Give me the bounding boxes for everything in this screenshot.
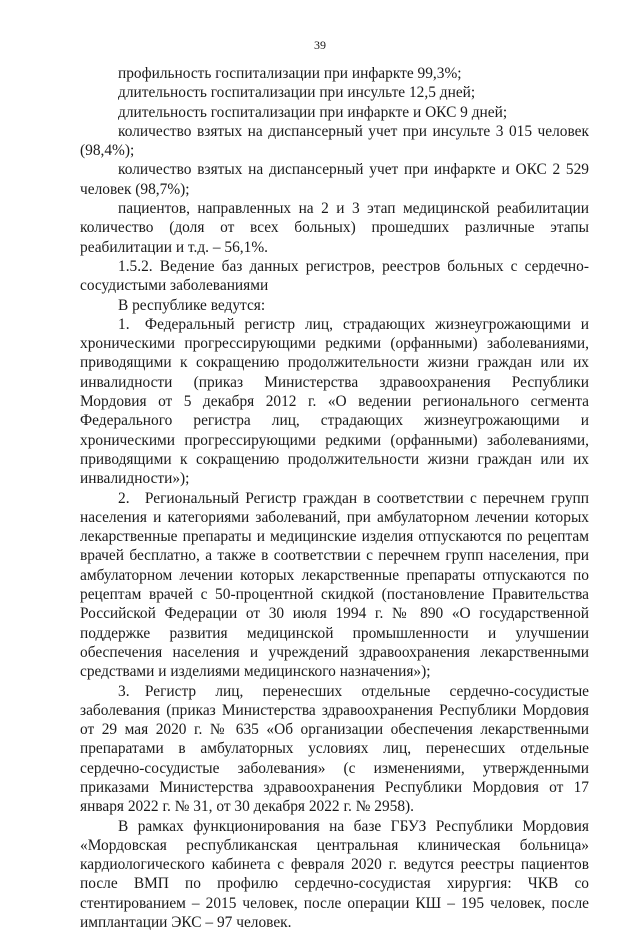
list-item-regional-registry: 2. Региональный Регистр граждан в соответствии с перечнем групп населения и категориями заболеваний, при амбулаторном лечении которых лекарственные препараты и медицинские изделия отпускаются по рецептам врачей бесплатно, а также в соответствии с перечнем групп населения, при амбулаторном лечении которых лекарственные препараты отпускаются по рецептам врачей с 50-процентной скидкой (постановление Правительства Российской Федерации от 30 июля 1994 г. № 890 «О государственной поддержке развития медицинской промышленности и улучшении обеспечения населения и учреждений здравоохранения лекарственными средствами и изделиями медицинского назначения»); (80, 489, 589, 681)
paragraph-stroke-dispensary: количество взятых на диспансерный учет при инсульте 3 015 человек (98,4%); (80, 122, 589, 160)
paragraph-hospitalization-profile: профильность госпитализации при инфаркте 99,3%; (118, 65, 462, 82)
document-body (80, 64, 589, 932)
section-heading-registries: 1.5.2. Ведение баз данных регистров, реестров больных с сердечно-сосудистыми заболеваниями (80, 257, 589, 295)
list-item-federal-registry: 1. Федеральный регистр лиц, страдающих жизнеугрожающими и хроническими прогрессирующими редкими (орфанными) заболеваниями, приводящими к сокращению продолжительности жизни граждан или их инвалидности (приказ Министерства здравоохранения Республики Мордовия от 5 декабря 2012 г. «О ведении регионального сегмента Федерального регистра лиц, страдающих жизнеугрожающими и хроническими прогрессирующими редкими (орфанными) заболеваниями, приводящими к сокращению продолжительности жизни граждан или их инвалидности»); (80, 315, 589, 488)
paragraph-republic-intro: В республике ведутся: (118, 296, 266, 314)
paragraph-rehabilitation: пациентов, направленных на 2 и 3 этап медицинской реабилитации количество (доля от всех больных) прошедших различные этапы реабилитации и т.д. – 56,1%. (80, 200, 589, 256)
paragraph-infarction-dispensary: количество взятых на диспансерный учет при инфаркте и ОКС 2 529 человек (98,7%); (80, 161, 589, 198)
list-item-cvd-registry: 3. Регистр лиц, перенесших отдельные сердечно-сосудистые заболевания (приказ Министерства здравоохранения Республики Мордовия от 29 мая 2020 г. № 635 «Об организации обеспечения лекарственными препаратами в амбулаторных условиях лиц, перенесших отдельные сердечно-сосудистые заболевания» (с изменениями, утвержденными приказами Министерства здравоохранения Республики Мордовия от 17 января 2022 г. № 31, от 30 декабря 2022 г. № 2958). (80, 682, 589, 816)
paragraph-stroke-duration: длительность госпитализации при инсульте 12,5 дней; (118, 84, 476, 102)
paragraph-cardiology-registries: В рамках функционирования на базе ГБУЗ Республики Мордовия «Мордовская республиканская центральная клиническая больница» кардиологического кабинета с февраля 2020 г. ведутся реестры пациентов после ВМП по профилю сердечно-сосудистая хирургия: ЧКВ со стентированием – 2015 человек, после операции КШ – 195 человек, после имплантации ЭКС – 97 человек. (80, 817, 589, 932)
paragraph-infarction-duration: длительность госпитализации при инфаркте и ОКС 9 дней; (118, 103, 508, 121)
page-number: 39 (314, 38, 326, 52)
